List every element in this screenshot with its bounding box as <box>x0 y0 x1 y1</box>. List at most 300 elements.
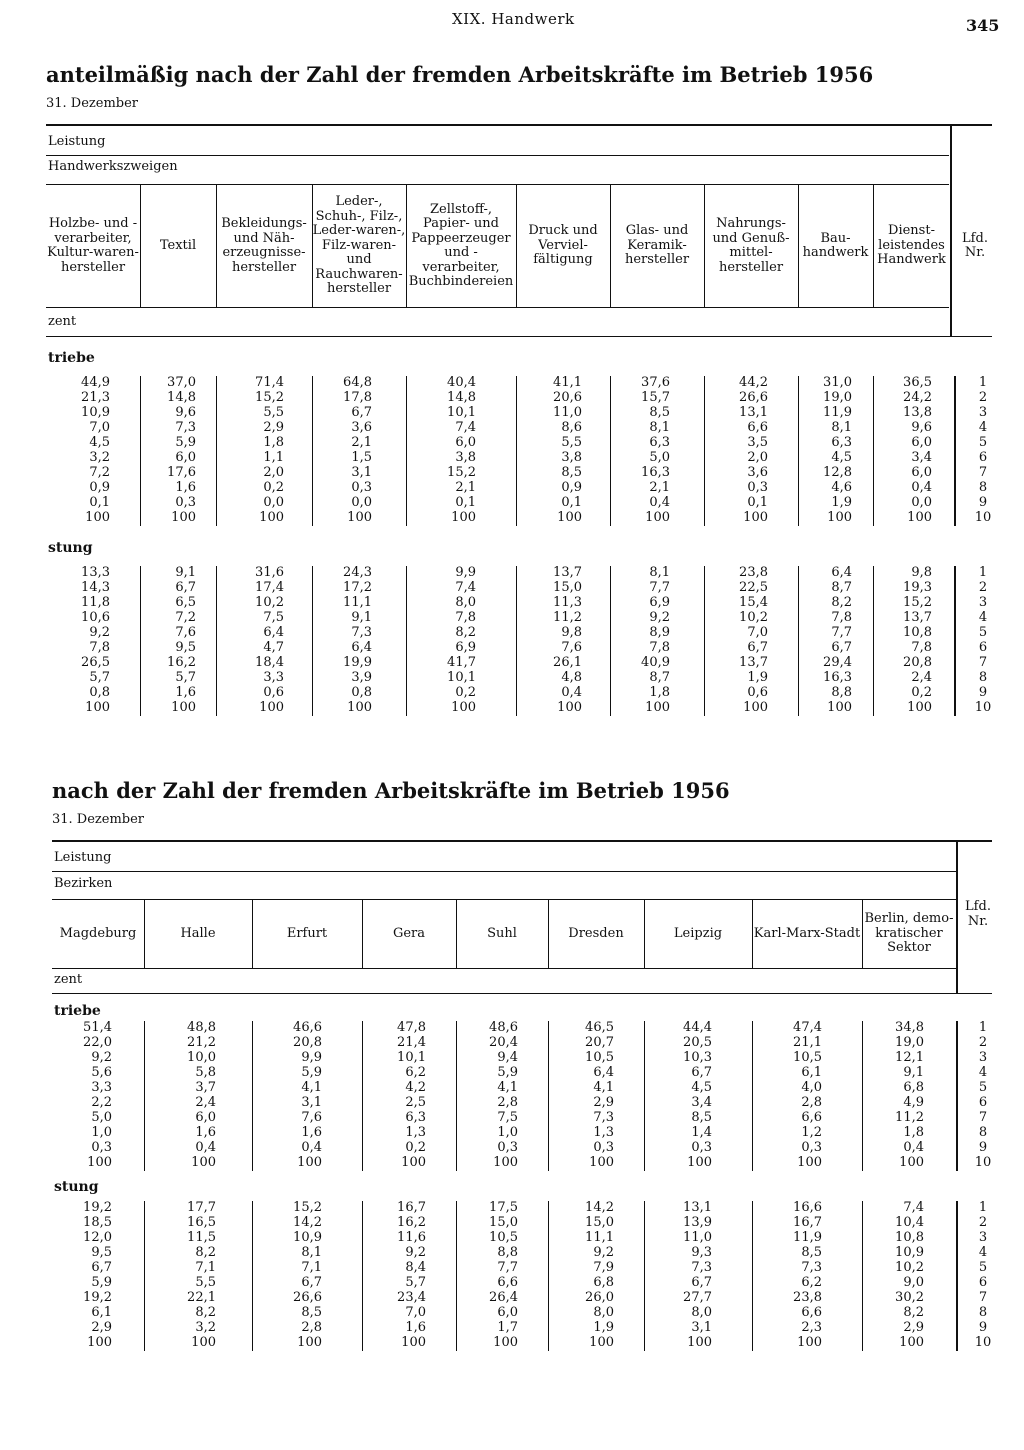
table-cell: 11,9 <box>823 405 852 420</box>
column-divider <box>252 900 253 968</box>
table-cell: 21,4 <box>397 1035 426 1050</box>
table-cell: 8,1 <box>649 420 670 435</box>
table-cell: 7,0 <box>405 1305 426 1320</box>
table-cell: 8,1 <box>831 420 852 435</box>
table-cell: 22,1 <box>187 1290 216 1305</box>
table-cell: 18,4 <box>255 655 284 670</box>
table-cell: 46,6 <box>293 1020 322 1035</box>
row-number: 4 <box>978 1065 988 1080</box>
table-cell: 0,1 <box>89 495 110 510</box>
column-divider <box>312 376 313 526</box>
table-1-rule <box>46 307 949 308</box>
column-header: Berlin, demo-kratischer Sektor <box>864 911 954 956</box>
table-cell: 7,3 <box>593 1110 614 1125</box>
table-cell: 4,1 <box>301 1080 322 1095</box>
table-cell: 15,2 <box>447 465 476 480</box>
column-divider <box>144 1201 145 1351</box>
column-header: Nahrungs- und Genuß-mittel-hersteller <box>712 216 790 275</box>
column-header: Halle <box>180 925 216 941</box>
table-cell: 3,8 <box>455 450 476 465</box>
column-divider <box>406 376 407 526</box>
table-cell: 27,7 <box>683 1290 712 1305</box>
column-divider <box>644 1201 645 1351</box>
table-cell: 26,0 <box>585 1290 614 1305</box>
table-cell: 1,8 <box>649 685 670 700</box>
table-cell: 9,8 <box>561 625 582 640</box>
table-cell: 6,0 <box>195 1110 216 1125</box>
table-cell: 2,1 <box>351 435 372 450</box>
table-cell: 3,2 <box>89 450 110 465</box>
table-cell: 0,3 <box>351 480 372 495</box>
table-cell: 1,7 <box>497 1320 518 1335</box>
table-cell: 4,5 <box>691 1080 712 1095</box>
table-cell: 3,8 <box>561 450 582 465</box>
column-header: Druck und Verviel-fältigung <box>528 223 598 268</box>
table-cell: 10,6 <box>81 610 110 625</box>
table-cell: 8,2 <box>195 1245 216 1260</box>
table-cell: 11,6 <box>397 1230 426 1245</box>
table-cell: 22,0 <box>83 1035 112 1050</box>
table-cell: 100 <box>557 510 582 525</box>
table-1-date: 31. Dezember <box>46 96 139 111</box>
table-cell: 24,3 <box>343 565 372 580</box>
table-cell: 17,4 <box>255 580 284 595</box>
table-cell: 5,5 <box>195 1275 216 1290</box>
table-cell: 6,9 <box>455 640 476 655</box>
table-cell: 7,4 <box>903 1200 924 1215</box>
table-cell: 31,0 <box>823 375 852 390</box>
table-2-title: nach der Zahl der fremden Arbeitskräfte im Betrieb 1956 <box>52 778 730 803</box>
table-cell: 17,7 <box>187 1200 216 1215</box>
table-cell: 3,6 <box>351 420 372 435</box>
table-cell: 1,4 <box>691 1125 712 1140</box>
table-cell: 20,4 <box>489 1035 518 1050</box>
column-divider <box>456 1201 457 1351</box>
table-cell: 9,1 <box>175 565 196 580</box>
table-cell: 16,7 <box>793 1215 822 1230</box>
row-number: 6 <box>978 450 988 465</box>
table-cell: 31,6 <box>255 565 284 580</box>
table-cell: 7,1 <box>301 1260 322 1275</box>
row-number: 6 <box>978 640 988 655</box>
column-divider <box>610 185 611 307</box>
table-cell: 23,8 <box>793 1290 822 1305</box>
table-cell: 26,6 <box>739 390 768 405</box>
table-cell: 5,9 <box>301 1065 322 1080</box>
table-cell: 5,9 <box>91 1275 112 1290</box>
table-2-section-leistung: stung <box>54 1179 99 1195</box>
row-number: 9 <box>978 1140 988 1155</box>
table-cell: 16,6 <box>793 1200 822 1215</box>
table-cell: 10,9 <box>293 1230 322 1245</box>
table-cell: 7,2 <box>175 610 196 625</box>
column-header: Erfurt <box>286 925 328 941</box>
table-cell: 12,0 <box>83 1230 112 1245</box>
row-number: 1 <box>978 1020 988 1035</box>
table-cell: 100 <box>297 1155 322 1170</box>
table-cell: 0,3 <box>593 1140 614 1155</box>
table-2-rule <box>52 871 956 872</box>
table-cell: 9,9 <box>455 565 476 580</box>
table-cell: 13,7 <box>903 610 932 625</box>
table-cell: 14,8 <box>167 390 196 405</box>
table-cell: 2,0 <box>747 450 768 465</box>
table-cell: 7,3 <box>351 625 372 640</box>
table-cell: 6,6 <box>801 1110 822 1125</box>
table-cell: 2,9 <box>91 1320 112 1335</box>
table-cell: 1,6 <box>175 685 196 700</box>
column-divider <box>873 185 874 307</box>
table-cell: 8,5 <box>561 465 582 480</box>
table-cell: 51,4 <box>83 1020 112 1035</box>
column-divider <box>704 566 705 716</box>
row-number: 9 <box>978 1320 988 1335</box>
table-cell: 11,3 <box>553 595 582 610</box>
table-cell: 100 <box>451 700 476 715</box>
row-number: 10 <box>974 700 992 715</box>
table-cell: 100 <box>259 510 284 525</box>
table-cell: 6,6 <box>801 1305 822 1320</box>
table-cell: 0,9 <box>89 480 110 495</box>
column-divider <box>644 1021 645 1171</box>
table-cell: 7,7 <box>831 625 852 640</box>
column-divider <box>362 900 363 968</box>
row-number: 8 <box>978 670 988 685</box>
table-cell: 46,5 <box>585 1020 614 1035</box>
table-cell: 8,6 <box>561 420 582 435</box>
table-cell: 9,6 <box>911 420 932 435</box>
table-cell: 8,8 <box>497 1245 518 1260</box>
table-cell: 4,9 <box>903 1095 924 1110</box>
column-header: Magdeburg <box>59 925 137 941</box>
table-cell: 8,1 <box>301 1245 322 1260</box>
table-cell: 0,4 <box>911 480 932 495</box>
table-cell: 37,0 <box>167 375 196 390</box>
table-cell: 6,7 <box>747 640 768 655</box>
table-cell: 20,5 <box>683 1035 712 1050</box>
column-divider <box>798 376 799 526</box>
table-cell: 15,7 <box>641 390 670 405</box>
table-cell: 14,8 <box>447 390 476 405</box>
table-cell: 26,4 <box>489 1290 518 1305</box>
table-cell: 16,2 <box>397 1215 426 1230</box>
table-cell: 19,2 <box>83 1200 112 1215</box>
table-cell: 100 <box>907 700 932 715</box>
row-number: 3 <box>978 1230 988 1245</box>
table-cell: 0,2 <box>263 480 284 495</box>
row-number: 4 <box>978 420 988 435</box>
table-cell: 10,3 <box>683 1050 712 1065</box>
column-divider <box>144 1021 145 1171</box>
table-cell: 16,7 <box>397 1200 426 1215</box>
table-cell: 6,0 <box>455 435 476 450</box>
column-divider <box>456 1021 457 1171</box>
table-cell: 14,2 <box>293 1215 322 1230</box>
column-divider <box>610 566 611 716</box>
row-number: 10 <box>974 1155 992 1170</box>
column-divider <box>456 900 457 968</box>
table-cell: 3,4 <box>691 1095 712 1110</box>
column-divider <box>312 566 313 716</box>
table-cell: 3,7 <box>195 1080 216 1095</box>
table-cell: 21,2 <box>187 1035 216 1050</box>
table-cell: 11,2 <box>553 610 582 625</box>
table-cell: 9,3 <box>691 1245 712 1260</box>
table-1-label-group: Handwerkszweigen <box>48 159 178 174</box>
table-cell: 10,0 <box>187 1050 216 1065</box>
column-divider <box>140 566 141 716</box>
row-number: 3 <box>978 405 988 420</box>
table-cell: 6,5 <box>175 595 196 610</box>
column-divider <box>216 376 217 526</box>
table-cell: 13,1 <box>739 405 768 420</box>
table-cell: 0,3 <box>497 1140 518 1155</box>
row-number: 1 <box>978 565 988 580</box>
table-cell: 16,2 <box>167 655 196 670</box>
table-cell: 15,2 <box>255 390 284 405</box>
table-cell: 0,3 <box>691 1140 712 1155</box>
table-cell: 7,4 <box>455 580 476 595</box>
column-header: Zellstoff-, Papier- und Pappeerzeuger und -verarbeiter, Buchbindereien <box>408 201 514 289</box>
table-cell: 8,2 <box>831 595 852 610</box>
table-cell: 10,2 <box>895 1260 924 1275</box>
column-header: Leipzig <box>673 925 723 941</box>
table-cell: 0,1 <box>561 495 582 510</box>
table-cell: 9,2 <box>649 610 670 625</box>
table-cell: 0,0 <box>263 495 284 510</box>
table-cell: 9,1 <box>903 1065 924 1080</box>
table-2-header-bottom-rule <box>52 993 992 994</box>
table-cell: 6,6 <box>747 420 768 435</box>
table-cell: 19,0 <box>823 390 852 405</box>
table-cell: 100 <box>259 700 284 715</box>
table-cell: 2,9 <box>593 1095 614 1110</box>
table-cell: 6,7 <box>831 640 852 655</box>
table-cell: 64,8 <box>343 375 372 390</box>
table-cell: 4,2 <box>405 1080 426 1095</box>
table-cell: 20,6 <box>553 390 582 405</box>
table-cell: 3,2 <box>195 1320 216 1335</box>
table-cell: 12,8 <box>823 465 852 480</box>
table-cell: 6,4 <box>263 625 284 640</box>
table-cell: 6,7 <box>91 1260 112 1275</box>
table-cell: 13,7 <box>739 655 768 670</box>
table-cell: 10,4 <box>895 1215 924 1230</box>
table-cell: 4,7 <box>263 640 284 655</box>
table-cell: 3,4 <box>911 450 932 465</box>
table-cell: 71,4 <box>255 375 284 390</box>
table-cell: 100 <box>493 1335 518 1350</box>
table-cell: 100 <box>827 700 852 715</box>
table-cell: 26,6 <box>293 1290 322 1305</box>
table-cell: 1,9 <box>593 1320 614 1335</box>
table-cell: 100 <box>347 700 372 715</box>
table-cell: 7,3 <box>801 1260 822 1275</box>
row-number: 5 <box>978 1260 988 1275</box>
table-cell: 100 <box>85 700 110 715</box>
table-cell: 26,1 <box>553 655 582 670</box>
row-number: 1 <box>978 1200 988 1215</box>
table-cell: 7,7 <box>649 580 670 595</box>
table-cell: 15,4 <box>739 595 768 610</box>
table-cell: 1,3 <box>405 1125 426 1140</box>
table-cell: 9,6 <box>175 405 196 420</box>
table-cell: 11,1 <box>343 595 372 610</box>
table-cell: 0,2 <box>405 1140 426 1155</box>
column-divider <box>704 185 705 307</box>
table-cell: 15,0 <box>585 1215 614 1230</box>
row-number: 1 <box>978 375 988 390</box>
table-cell: 44,9 <box>81 375 110 390</box>
table-cell: 17,5 <box>489 1200 518 1215</box>
row-number: 9 <box>978 685 988 700</box>
table-cell: 7,0 <box>89 420 110 435</box>
table-cell: 13,3 <box>81 565 110 580</box>
column-header: Dresden <box>568 925 624 941</box>
table-cell: 5,9 <box>497 1065 518 1080</box>
table-cell: 6,6 <box>497 1275 518 1290</box>
table-cell: 5,7 <box>405 1275 426 1290</box>
table-cell: 6,8 <box>903 1080 924 1095</box>
table-cell: 10,1 <box>447 670 476 685</box>
table-2-top-rule <box>52 840 992 842</box>
table-cell: 10,1 <box>397 1050 426 1065</box>
column-header: Bau-handwerk <box>802 230 869 260</box>
table-cell: 9,2 <box>405 1245 426 1260</box>
table-cell: 0,4 <box>561 685 582 700</box>
table-cell: 6,3 <box>831 435 852 450</box>
column-divider <box>873 566 874 716</box>
table-cell: 8,2 <box>455 625 476 640</box>
table-cell: 6,7 <box>301 1275 322 1290</box>
table-cell: 100 <box>171 510 196 525</box>
table-cell: 0,4 <box>195 1140 216 1155</box>
table-cell: 3,1 <box>691 1320 712 1335</box>
table-cell: 37,6 <box>641 375 670 390</box>
table-2-date: 31. Dezember <box>52 812 145 827</box>
table-2-label-zent: zent <box>54 972 83 987</box>
table-cell: 9,4 <box>497 1050 518 1065</box>
table-cell: 0,4 <box>903 1140 924 1155</box>
table-cell: 4,1 <box>497 1080 518 1095</box>
table-cell: 100 <box>827 510 852 525</box>
table-cell: 0,0 <box>351 495 372 510</box>
table-cell: 11,9 <box>793 1230 822 1245</box>
table-cell: 0,4 <box>301 1140 322 1155</box>
table-cell: 47,8 <box>397 1020 426 1035</box>
table-cell: 0,3 <box>801 1140 822 1155</box>
table-cell: 6,9 <box>649 595 670 610</box>
table-cell: 40,9 <box>641 655 670 670</box>
table-cell: 4,1 <box>593 1080 614 1095</box>
table-cell: 29,4 <box>823 655 852 670</box>
table-cell: 100 <box>743 700 768 715</box>
table-cell: 19,0 <box>895 1035 924 1050</box>
table-cell: 11,1 <box>585 1230 614 1245</box>
table-cell: 5,8 <box>195 1065 216 1080</box>
table-cell: 9,5 <box>175 640 196 655</box>
table-cell: 6,0 <box>911 435 932 450</box>
table-cell: 5,5 <box>263 405 284 420</box>
row-number: 9 <box>978 495 988 510</box>
table-cell: 41,7 <box>447 655 476 670</box>
table-cell: 10,8 <box>903 625 932 640</box>
table-cell: 23,4 <box>397 1290 426 1305</box>
table-cell: 0,6 <box>747 685 768 700</box>
table-cell: 17,6 <box>167 465 196 480</box>
table-1-rule <box>46 155 949 156</box>
column-divider <box>144 900 145 968</box>
row-number: 2 <box>978 580 988 595</box>
table-cell: 0,6 <box>263 685 284 700</box>
table-cell: 30,2 <box>895 1290 924 1305</box>
table-cell: 6,3 <box>649 435 670 450</box>
row-number: 10 <box>974 510 992 525</box>
table-cell: 6,4 <box>593 1065 614 1080</box>
table-cell: 13,7 <box>553 565 582 580</box>
column-divider <box>798 566 799 716</box>
table-1-section-betriebe: triebe <box>48 350 95 366</box>
table-cell: 15,0 <box>489 1215 518 1230</box>
table-2-section-betriebe: triebe <box>54 1003 101 1019</box>
table-cell: 14,2 <box>585 1200 614 1215</box>
table-cell: 100 <box>687 1335 712 1350</box>
table-cell: 1,6 <box>195 1125 216 1140</box>
table-cell: 100 <box>191 1155 216 1170</box>
table-cell: 8,0 <box>691 1305 712 1320</box>
table-cell: 1,9 <box>747 670 768 685</box>
table-cell: 15,2 <box>903 595 932 610</box>
table-cell: 7,5 <box>497 1110 518 1125</box>
table-cell: 5,0 <box>649 450 670 465</box>
table-cell: 2,1 <box>649 480 670 495</box>
table-1-header-bottom-rule <box>46 336 992 337</box>
column-divider <box>862 1021 863 1171</box>
table-cell: 100 <box>171 700 196 715</box>
table-cell: 2,8 <box>301 1320 322 1335</box>
row-number: 8 <box>978 1125 988 1140</box>
table-cell: 7,9 <box>593 1260 614 1275</box>
column-divider <box>752 1201 753 1351</box>
column-divider <box>406 185 407 307</box>
table-cell: 7,0 <box>747 625 768 640</box>
table-cell: 100 <box>401 1335 426 1350</box>
table-cell: 16,3 <box>823 670 852 685</box>
table-cell: 10,2 <box>739 610 768 625</box>
table-cell: 41,1 <box>553 375 582 390</box>
column-divider <box>516 376 517 526</box>
row-number: 8 <box>978 480 988 495</box>
column-header: Gera <box>392 925 426 941</box>
page-number: 345 <box>966 16 1000 35</box>
table-cell: 100 <box>589 1155 614 1170</box>
table-cell: 7,6 <box>175 625 196 640</box>
table-cell: 9,2 <box>91 1050 112 1065</box>
table-cell: 0,1 <box>455 495 476 510</box>
table-cell: 2,9 <box>903 1320 924 1335</box>
table-cell: 10,5 <box>489 1230 518 1245</box>
table-cell: 24,2 <box>903 390 932 405</box>
table-2-label-leistung: Leistung <box>54 850 112 865</box>
table-cell: 3,1 <box>351 465 372 480</box>
table-cell: 100 <box>451 510 476 525</box>
table-cell: 7,8 <box>911 640 932 655</box>
table-cell: 17,8 <box>343 390 372 405</box>
table-cell: 0,4 <box>649 495 670 510</box>
table-cell: 9,5 <box>91 1245 112 1260</box>
table-cell: 7,8 <box>89 640 110 655</box>
table-cell: 1,5 <box>351 450 372 465</box>
